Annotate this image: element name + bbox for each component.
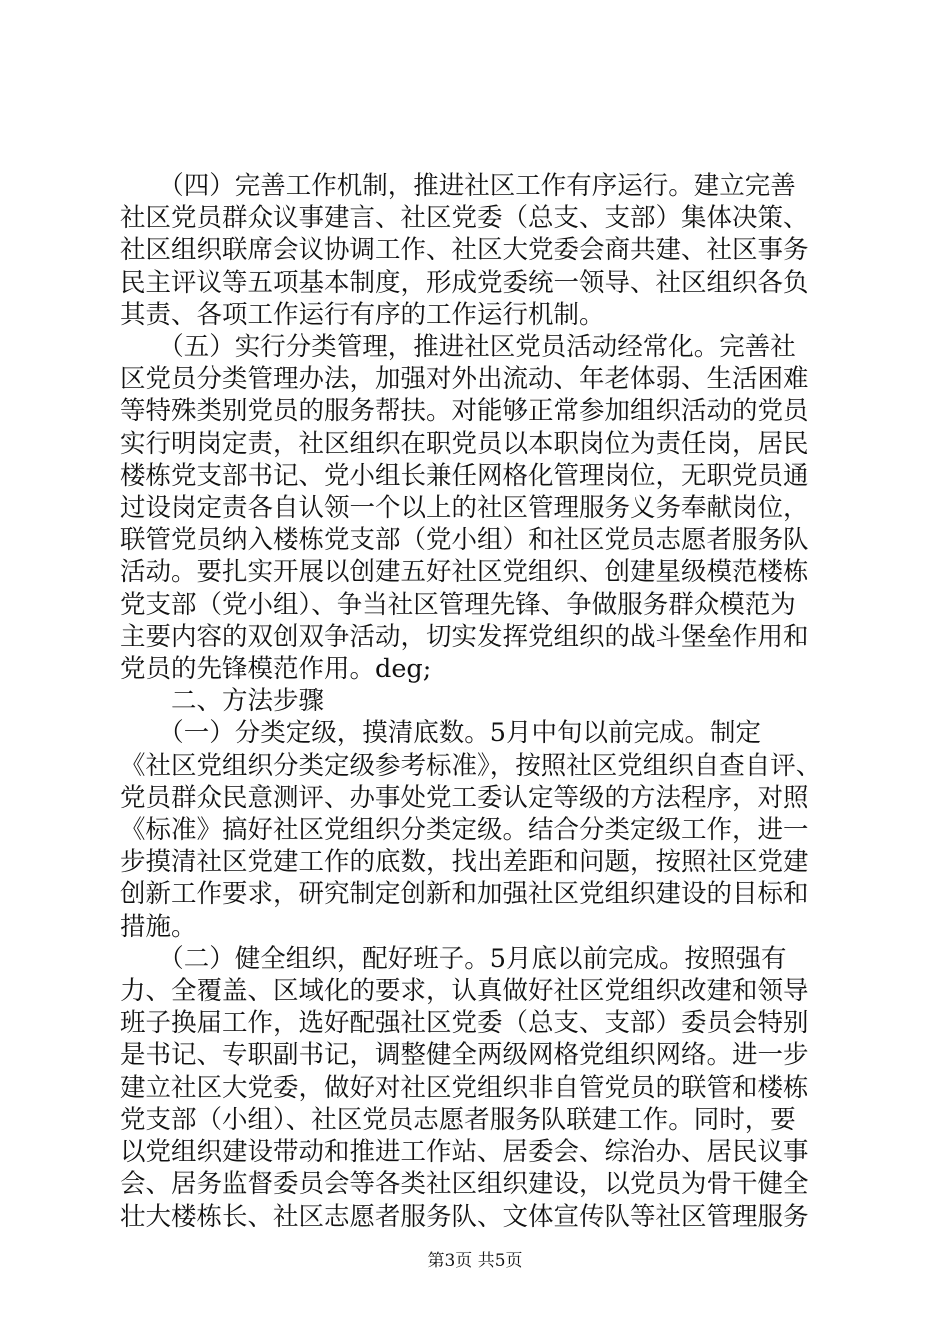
text-line: 创新工作要求，研究制定创新和加强社区党组织建设的目标和 (120, 879, 809, 910)
text-line: （二）健全组织，配好班子。5月底以前完成。按照强有 (120, 943, 787, 974)
text-line: 过设岗定责各自认领一个以上的社区管理服务义务奉献岗位， (120, 493, 809, 524)
page-footer: 第3页 共5页 (427, 1251, 523, 1271)
text-line: 二、方法步骤 (120, 686, 325, 717)
text-line: 等特殊类别党员的服务帮扶。对能够正常参加组织活动的党员 (120, 396, 809, 427)
text-line: 区党员分类管理办法，加强对外出流动、年老体弱、生活困难 (120, 364, 809, 395)
text-line: （四）完善工作机制，推进社区工作有序运行。建立完善 (120, 171, 796, 201)
text-line: 会、居务监督委员会等各类社区组织建设，以党员为骨干健全 (120, 1169, 809, 1200)
text-line: 《社区党组织分类定级参考标准》，按照社区党组织自查自评、 (120, 750, 822, 781)
text-line: 党支部（党小组）、争当社区管理先锋、争做服务群众模范为 (120, 589, 796, 620)
text-line: 联管党员纳入楼栋党支部（党小组）和社区党员志愿者服务队 (120, 525, 809, 556)
paragraph-s2 (120, 943, 842, 1233)
text-line: 党支部（小组）、社区党员志愿者服务队联建工作。同时，要 (120, 1104, 796, 1135)
paragraph-p4 (120, 170, 842, 331)
text-line: 力、全覆盖、区域化的要求，认真做好社区党组织改建和领导 (120, 976, 809, 1007)
text-line: 活动。要扎实开展以创建五好社区党组织、创建星级模范楼栋 (120, 557, 809, 588)
paragraph-s1 (120, 717, 842, 942)
text-line: 《标准》搞好社区党组织分类定级。结合分类定级工作，进一 (120, 815, 809, 846)
text-line: 建立社区大党委，做好对社区党组织非自管党员的联管和楼栋 (120, 1072, 809, 1103)
text-line: 党员的先锋模范作用。deg; (120, 654, 432, 685)
text-line: 实行明岗定责，社区组织在职党员以本职岗位为责任岗，居民 (120, 428, 809, 459)
document-body (120, 170, 842, 1233)
text-line: （一）分类定级，摸清底数。5月中旬以前完成。制定 (120, 718, 761, 749)
text-line: （五）实行分类管理，推进社区党员活动经常化。完善社 (120, 332, 796, 363)
text-line: 是书记、专职副书记，调整健全两级网格党组织网络。进一步 (120, 1040, 809, 1071)
text-line: 社区党员群众议事建言、社区党委（总支、支部）集体决策、 (120, 203, 809, 234)
text-line: 以党组织建设带动和推进工作站、居委会、综治办、居民议事 (120, 1137, 809, 1168)
text-line: 壮大楼栋长、社区志愿者服务队、文体宣传队等社区管理服务 (120, 1201, 809, 1232)
text-line: 班子换届工作，选好配强社区党委（总支、支部）委员会特别 (120, 1008, 809, 1039)
paragraph-p5 (120, 331, 842, 685)
text-line: 民主评议等五项基本制度，形成党委统一领导、社区组织各负 (120, 267, 809, 298)
text-line: 党员群众民意测评、办事处党工委认定等级的方法程序，对照 (120, 782, 809, 813)
text-line: 主要内容的双创双争活动，切实发挥党组织的战斗堡垒作用和 (120, 621, 809, 652)
text-line: 其责、各项工作运行有序的工作运行机制。 (120, 299, 605, 330)
text-line: 楼栋党支部书记、党小组长兼任网格化管理岗位，无职党员通 (120, 460, 809, 491)
text-line: 社区组织联席会议协调工作、社区大党委会商共建、社区事务 (120, 235, 809, 266)
paragraph-h2 (120, 685, 842, 717)
text-line: 措施。 (120, 911, 197, 942)
text-line: 步摸清社区党建工作的底数，找出差距和问题，按照社区党建 (120, 847, 809, 878)
